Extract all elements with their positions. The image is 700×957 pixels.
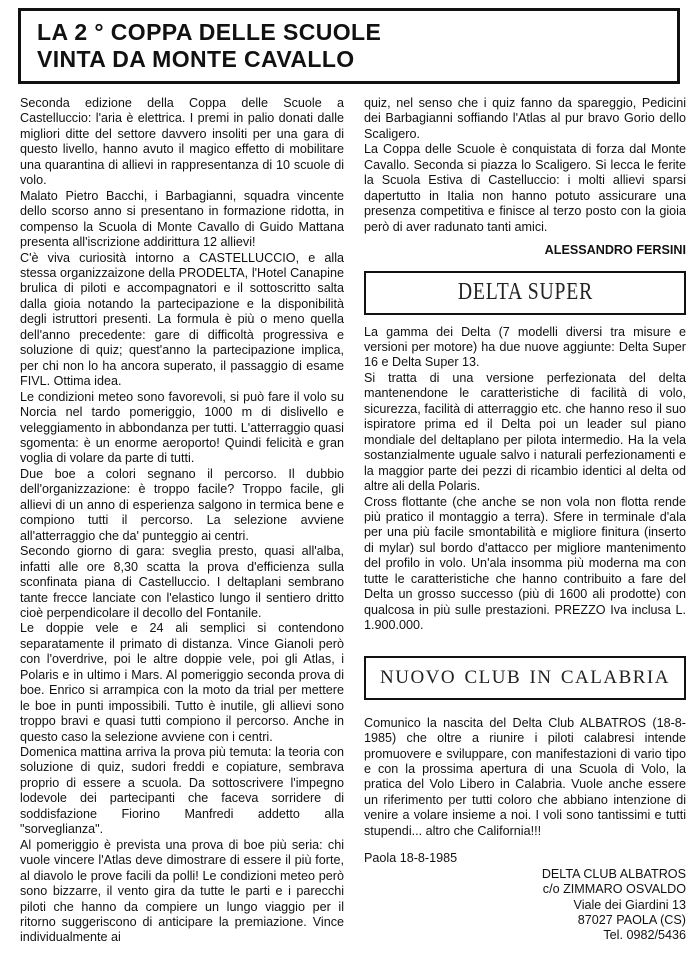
- delta-super-paragraph: Cross flottante (che anche se non vola non flotta rende più pratico il montaggio a terra). Sfere in terminale d'ala per una più facile smontabilità e migliore finitura (inserto di mylar) sul bordo d'attacco per migliore mantenimento del profilo in volo. Un'ala insomma più moderna ma con tutte le caratteristiche che hanno contribuito a fare del Delta un grosso successo (più di 1600 ali prodotte) con qualcosa in più sulle prestazioni. PREZZO Iva inclusa L. 1.900.000.: [364, 494, 686, 633]
- left-column: [20, 96, 344, 946]
- article-paragraph: Domenica mattina arriva la prova più temuta: la teoria con soluzione di quiz, sudori freddi e copiature, sembrava proprio di essere a scuola. Da sottoscrivere l'impegno lodevole dei partecipanti che faceva sorridere di soddisfazione Fiorino Manfredi addetto alla "sorveglianza".: [20, 745, 344, 837]
- article-paragraph: La Coppa delle Scuole è conquistata di forza dal Monte Cavallo. Seconda si piazza lo Scaligero. Si lecca le ferite la Scuola Estiva di Castelluccio: i molti allievi sparsi dapertutto in Italia non hanno potuto assicurare una presenza competitiva e finisce al terzo posto con la gioia però di aver radunato tanti amici.: [364, 142, 686, 234]
- delta-super-paragraph: Si tratta di una versione perfezionata del delta mantenendone le caratteristiche di facilità di volo, sicurezza, facilità di atterraggio etc. che hanno reso il suo ispiratore prima ed il Delta poi un leader sul piano mondiale del deltaplano per pilota intermedio. Ha la vela sostanzialmente uguale salvo i naturali perfezionamenti e la maggior parte dei pezzi di ricambio identici al delta od altre ali della Polaris.: [364, 370, 686, 494]
- article-paragraph: Al pomeriggio è prevista una prova di boe più seria: chi vuole vincere l'Atlas deve dimostrare di essere il più forte, al diavolo le prove facili da polli! Le condizioni meteo però sono bizzarre, il vento gira da tutte le parti e i parecchi piloti che hanno da compiere un lungo viaggio per il ritorno suggeriscono di anticipare la premiazione. Vince individualmente ai: [20, 837, 344, 945]
- club-heading-word: NUOVO: [380, 666, 457, 688]
- delta-super-heading: DELTA SUPER: [457, 278, 593, 305]
- club-heading-word: IN: [529, 666, 553, 688]
- article-title-box: [18, 8, 680, 84]
- article-paragraph: Le condizioni meteo sono favorevoli, si può fare il volo su Norcia nel tardo pomeriggio, 1000 m di dislivello e veleggiamento in abbondanza per tutti. L'atterraggio quasi sgomenta: è un enorme aeroporto! Quindi felicità e gran voglia di volare da parte di tutti.: [20, 389, 344, 466]
- article-paragraph: Le doppie vele e 24 ali semplici si contendono separatamente il primato di distanza. Vince Gianoli però con l'overdrive, poi le altre doppie vele, poi gli Atlas, i Polaris e in ultimo i Mars. Al pomeriggio seconda prova di boe. Enrico si arrampica con la moto da trial per mettere le boe in punti impossibili. Tutto è inutile, gli allievi sono troppo bravi e quasi tutti compiono il percorso. Anche in questo caso la selezione avviene con i centri.: [20, 621, 344, 744]
- title-line-2: VINTA DA MONTE CAVALLO: [37, 46, 355, 72]
- club-contact-city: 87027 PAOLA (CS): [577, 913, 686, 928]
- article-paragraph: Secondo giorno di gara: sveglia presto, quasi all'alba, infatti alle ore 8,30 scatta la prova d'efficienza sulla sconfinata piana di Castelluccio. I deltaplani sembrano tante frecce lanciate con l'elastico lungo il sentiero dritto cioè perpendicolare il decollo del Fontanile.: [20, 544, 344, 620]
- article-author: ALESSANDRO FERSINI: [544, 243, 686, 258]
- club-paragraph: Comunico la nascita del Delta Club ALBATROS (18-8-1985) che oltre a riunire i piloti calabresi intende promuovere e sviluppare, con manifestazioni di vario tipo e con la prossima apertura di una Scuola di Volo, la pratica del Volo Libero in Calabria. Vuole anche essere un riferimento per tutti coloro che abbiano intenzione di venire a volare insieme a noi. I voli sono tantissimi e tutti stupendi... altro che California!!!: [364, 715, 686, 838]
- club-date: Paola 18-8-1985: [364, 851, 458, 866]
- delta-super-paragraph: La gamma dei Delta (7 modelli diversi tra misure e versioni per motore) ha due nuove aggiunte: Delta Super 16 e Delta Super 13.: [364, 324, 686, 370]
- club-contact-person: c/o ZIMMARO OSVALDO: [542, 882, 686, 897]
- club-contact-phone: Tel. 0982/5436: [603, 928, 686, 943]
- club-contact-org: DELTA CLUB ALBATROS: [541, 866, 686, 881]
- title-line-1: LA 2 ° COPPA DELLE SCUOLE: [37, 19, 382, 45]
- delta-super-heading-box: [364, 271, 686, 315]
- article-paragraph: Due boe a colori segnano il percorso. Il dubbio dell'organizzazione: è troppo facile? Troppo facile, gli allievi di un anno di esperienza salgono in termica bene e compiono tutti il percorso. La selezione avviene all'atterraggio che da' punteggio ai centri.: [20, 466, 344, 543]
- club-heading-word: CLUB: [464, 666, 522, 688]
- article-paragraph: C'è viva curiosità intorno a CASTELLUCCIO, e alla stessa organizzaizone della PRODELTA, l'Hotel Canapine brulica di piloti e accompagnatori e il sottoscritto salta dalla gioia notando la partecipazione e la disponibilità degli istruttori presenti. La formula è più o meno quella dell'anno precedente: gare di difficoltà progressiva e soluzione di quiz; quest'anno la partecipazione implica, per chi non lo ha ancora superato, il passaggio di esame FIVL. Ottima idea.: [20, 250, 344, 389]
- club-contact-street: Viale dei Giardini 13: [573, 897, 686, 912]
- article-paragraph: Seconda edizione della Coppa delle Scuole a Castelluccio: l'aria è elettrica. I premi in palio donati dalle migliori ditte del settore davvero insoliti per una gara di questo livello, hanno avuto il magico effetto di mobilitare una quarantina di allievi in rappresentanza di 10 scuole di volo.: [20, 96, 344, 188]
- article-paragraph: Malato Pietro Bacchi, i Barbagianni, squadra vincente dello scorso anno si presentano in formazione ridotta, in compenso la Scuola di Monte Cavallo di Guido Mattana presenta all'iscrizione addirittura 12 allievi!: [20, 188, 344, 250]
- article-paragraph: quiz, nel senso che i quiz fanno da spareggio, Pedicini dei Barbagianni soffiando l'Atlas al pur bravo Gorio dello Scaligero.: [364, 96, 686, 141]
- right-column: [364, 96, 686, 944]
- club-heading-box: [364, 656, 686, 700]
- club-heading-word: CALABRIA: [560, 666, 670, 688]
